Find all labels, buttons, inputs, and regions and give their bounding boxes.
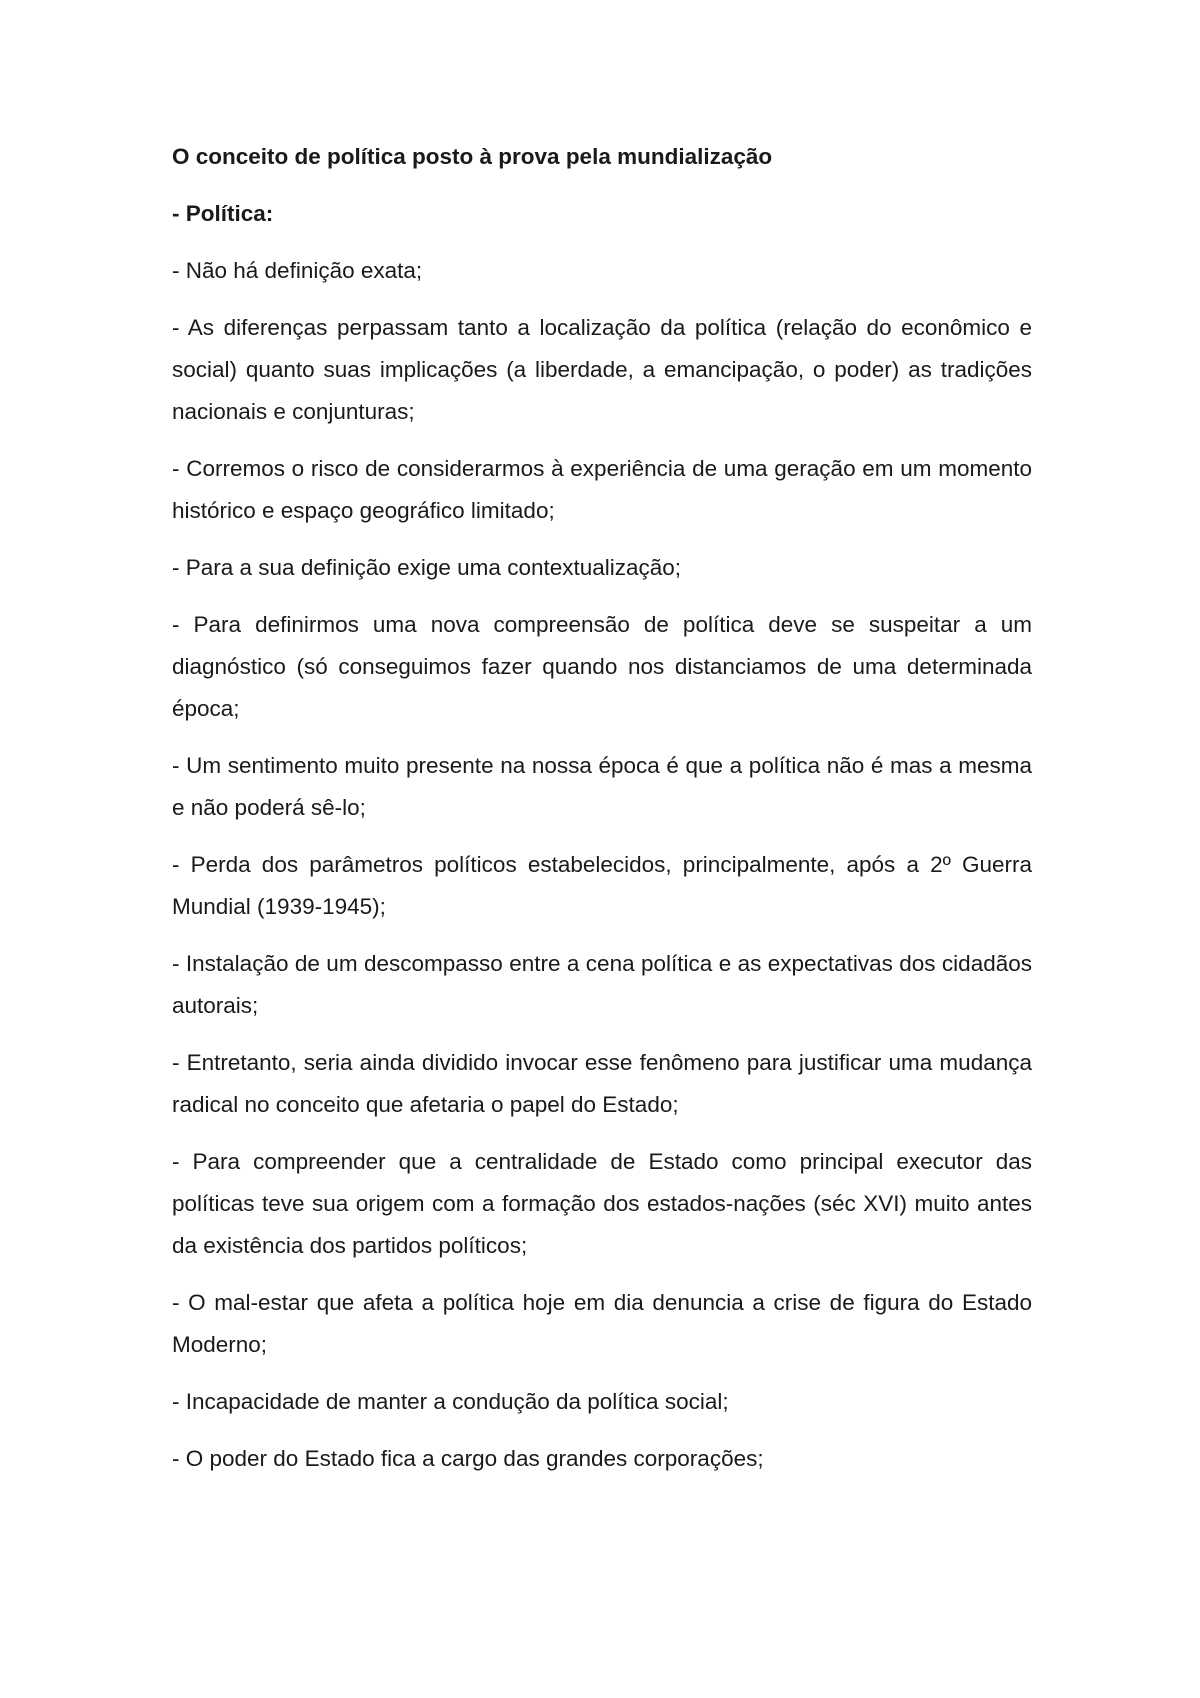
paragraph: - O mal-estar que afeta a política hoje em dia denuncia a crise de figura do Estado Moderno; — [172, 1290, 1032, 1357]
document-page — [172, 136, 1032, 1495]
paragraph: - Corremos o risco de considerarmos à experiência de uma geração em um momento histórico e espaço geográfico limitado; — [172, 456, 1032, 523]
paragraph: - Entretanto, seria ainda dividido invocar esse fenômeno para justificar uma mudança radical no conceito que afetaria o papel do Estado; — [172, 1050, 1032, 1117]
document-title: O conceito de política posto à prova pela mundialização — [172, 144, 773, 169]
paragraph: - Perda dos parâmetros políticos estabelecidos, principalmente, após a 2º Guerra Mundial (1939-1945); — [172, 852, 1032, 919]
paragraph: - Para definirmos uma nova compreensão de política deve se suspeitar a um diagnóstico (só conseguimos fazer quando nos distanciamos de uma determinada época; — [172, 612, 1032, 721]
paragraph: - Incapacidade de manter a condução da política social; — [172, 1389, 729, 1414]
paragraph: - Um sentimento muito presente na nossa época é que a política não é mas a mesma e não poderá sê-lo; — [172, 753, 1032, 820]
paragraph: - O poder do Estado fica a cargo das grandes corporações; — [172, 1446, 764, 1471]
paragraph: - Para a sua definição exige uma contextualização; — [172, 555, 682, 580]
paragraph: - Para compreender que a centralidade de Estado como principal executor das políticas teve sua origem com a formação dos estados-nações (séc XVI) muito antes da existência dos partidos políticos; — [172, 1149, 1032, 1258]
paragraph: - Instalação de um descompasso entre a cena política e as expectativas dos cidadãos autorais; — [172, 951, 1032, 1018]
paragraph: - As diferenças perpassam tanto a localização da política (relação do econômico e social) quanto suas implicações (a liberdade, a emancipação, o poder) as tradições nacionais e conjunturas; — [172, 315, 1032, 424]
section-heading: - Política: — [172, 201, 274, 226]
paragraph: - Não há definição exata; — [172, 258, 423, 283]
